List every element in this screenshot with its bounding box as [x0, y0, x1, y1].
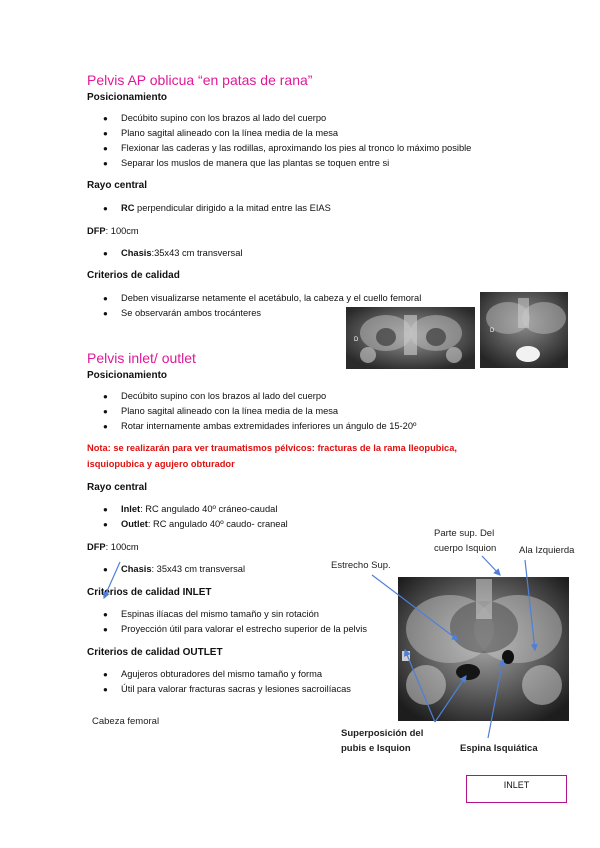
s1-pos-heading: Posicionamiento [87, 92, 168, 103]
arrow-parte-sup [482, 556, 500, 575]
list-item: ● Proyección útil para valorar el estrecho superior de la pelvis [103, 624, 367, 634]
label-parte-sup-2: cuerpo Isquion [434, 543, 497, 554]
list-item: ● Deben visualizarse netamente el acetábulo, la cabeza y el cuello femoral [103, 293, 422, 303]
s2-dfp: DFP: 100cm [87, 542, 139, 552]
s2-outlet-heading: Criterios de calidad OUTLET [87, 647, 223, 658]
list-item: ● Separar los muslos de manera que las plantas se toquen entre si [103, 158, 390, 168]
list-item: ● Decúbito supino con los brazos al lado del cuerpo [103, 113, 327, 123]
list-item: ● Se observarán ambos trocánteres [103, 308, 262, 318]
list-item: ● RC perpendicular dirigido a la mitad entre las EIAS [103, 203, 331, 213]
s1-crit-heading: Criterios de calidad [87, 270, 180, 281]
list-item: ● Agujeros obturadores del mismo tamaño y forma [103, 669, 323, 679]
list-item: ● Útil para valorar fracturas sacras y lesiones sacroilíacas [103, 684, 351, 694]
label-superposicion-1: Superposición del [341, 728, 424, 739]
label-superposicion-2: pubis e Isquion [341, 743, 411, 754]
label-estrecho: Estrecho Sup. [331, 560, 391, 571]
label-ala-izquierda: Ala Izquierda [519, 545, 575, 556]
s1-rc-heading: Rayo central [87, 180, 148, 191]
list-item: ● Plano sagital alineado con la línea media de la mesa [103, 406, 339, 416]
xray-marker: D [490, 328, 495, 334]
label-cabeza-femoral: Cabeza femoral [92, 716, 160, 727]
list-item: ● Flexionar las caderas y las rodillas, aproximando los pies al tronco lo máximo posible [103, 143, 472, 153]
section1-title: Pelvis AP oblicua “en patas de rana” [87, 72, 313, 88]
xray-marker: D [354, 337, 359, 343]
arrow-cabeza [104, 562, 120, 598]
s2-pos-heading: Posicionamiento [87, 370, 168, 381]
inlet-caption: INLET [503, 780, 530, 790]
list-item: ● Decúbito supino con los brazos al lado del cuerpo [103, 391, 327, 401]
s1-dfp: DFP: 100cm [87, 226, 139, 236]
arrow-superposicion [435, 676, 466, 722]
arrow-estrecho [372, 575, 458, 640]
section2-title: Pelvis inlet/ outlet [87, 350, 196, 366]
note-line-1: Nota: se realizarán para ver traumatismos pélvicos: fracturas de la rama Ileopubica, [87, 443, 457, 453]
s2-rc-heading: Rayo central [87, 482, 148, 493]
s2-inlet-heading: Criterios de calidad INLET [87, 587, 212, 598]
note-line-2: isquiopubica y agujero obturador [87, 459, 235, 469]
arrow-ala [525, 560, 535, 650]
inlet-caption-box [466, 775, 567, 803]
list-item: ● Inlet: RC angulado 40º cráneo-caudal [103, 504, 278, 514]
list-item: ● Chasis:35x43 cm transversal [103, 248, 243, 258]
arrow-espina [488, 660, 503, 738]
list-item: ● Rotar internamente ambas extremidades inferiores un ángulo de 15-20º [103, 421, 417, 431]
label-parte-sup-1: Parte sup. Del [434, 528, 495, 539]
list-item: ● Chasis: 35x43 cm transversal [103, 564, 246, 574]
label-espina-isquiatica: Espina Isquiática [460, 743, 538, 754]
list-item: ● Plano sagital alineado con la línea media de la mesa [103, 128, 339, 138]
arrow-superposicion-2 [405, 650, 435, 722]
list-item: ● Espinas ilíacas del mismo tamaño y sin rotación [103, 609, 319, 619]
list-item: ● Outlet: RC angulado 40º caudo- craneal [103, 519, 288, 529]
